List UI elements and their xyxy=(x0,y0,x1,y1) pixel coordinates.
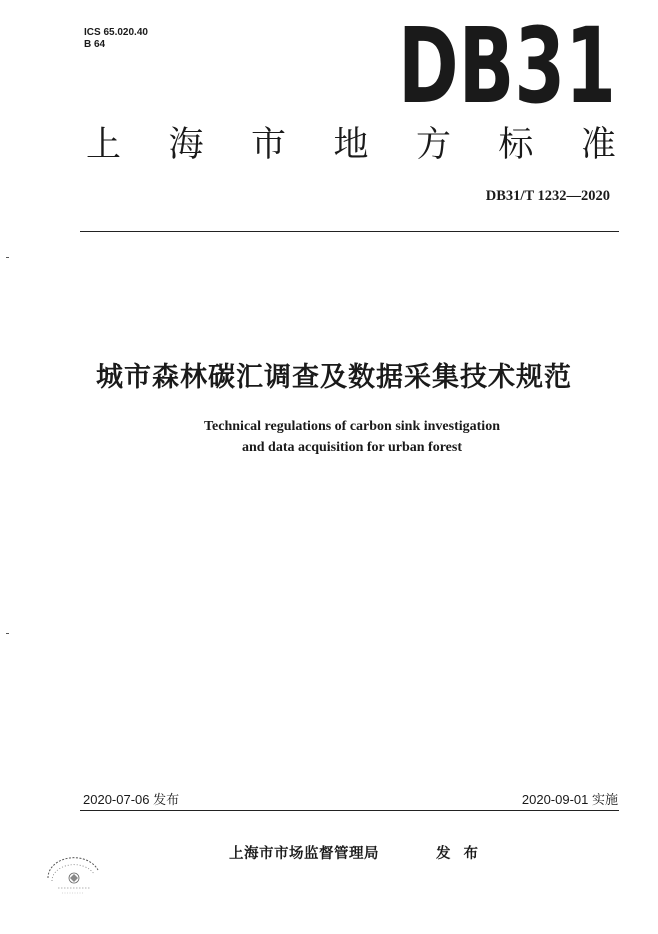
scan-artifact xyxy=(6,633,9,634)
standard-type-char: 标 xyxy=(498,125,534,165)
issue-label: 发 布 xyxy=(436,846,483,862)
classification-codes xyxy=(84,27,148,51)
standard-type-heading xyxy=(86,118,616,166)
title-english-line-1: Technical regulations of carbon sink investigation xyxy=(204,419,500,434)
title-chinese: 城市森林碳汇调查及数据采集技术规范 xyxy=(96,362,572,393)
title-english xyxy=(0,416,658,458)
standard-number: DB31/T 1232—2020 xyxy=(485,188,610,204)
bottom-divider xyxy=(80,810,619,811)
db31-logo-text: DB31 xyxy=(398,20,616,106)
issuer-name: 上海市市场监督管理局 xyxy=(229,846,379,862)
seal-stamp-icon xyxy=(40,848,108,898)
ics-code: ICS 65.020.40 xyxy=(84,27,148,38)
standard-type-char: 海 xyxy=(168,125,204,165)
standard-type-char: 上 xyxy=(86,125,122,165)
title-english-line-2: and data acquisition for urban forest xyxy=(241,440,462,455)
standard-type-char: 地 xyxy=(333,125,369,165)
standard-type-char: 市 xyxy=(250,125,286,165)
standard-type-char: 准 xyxy=(580,125,616,165)
db31-logo xyxy=(396,20,618,106)
standard-type-char: 方 xyxy=(415,125,451,165)
top-divider xyxy=(80,231,619,232)
implement-date: 2020-09-01 实施 xyxy=(521,792,618,807)
scan-artifact xyxy=(6,257,9,258)
ccs-code: B 64 xyxy=(84,39,106,50)
publish-date: 2020-07-06 发布 xyxy=(83,792,180,807)
